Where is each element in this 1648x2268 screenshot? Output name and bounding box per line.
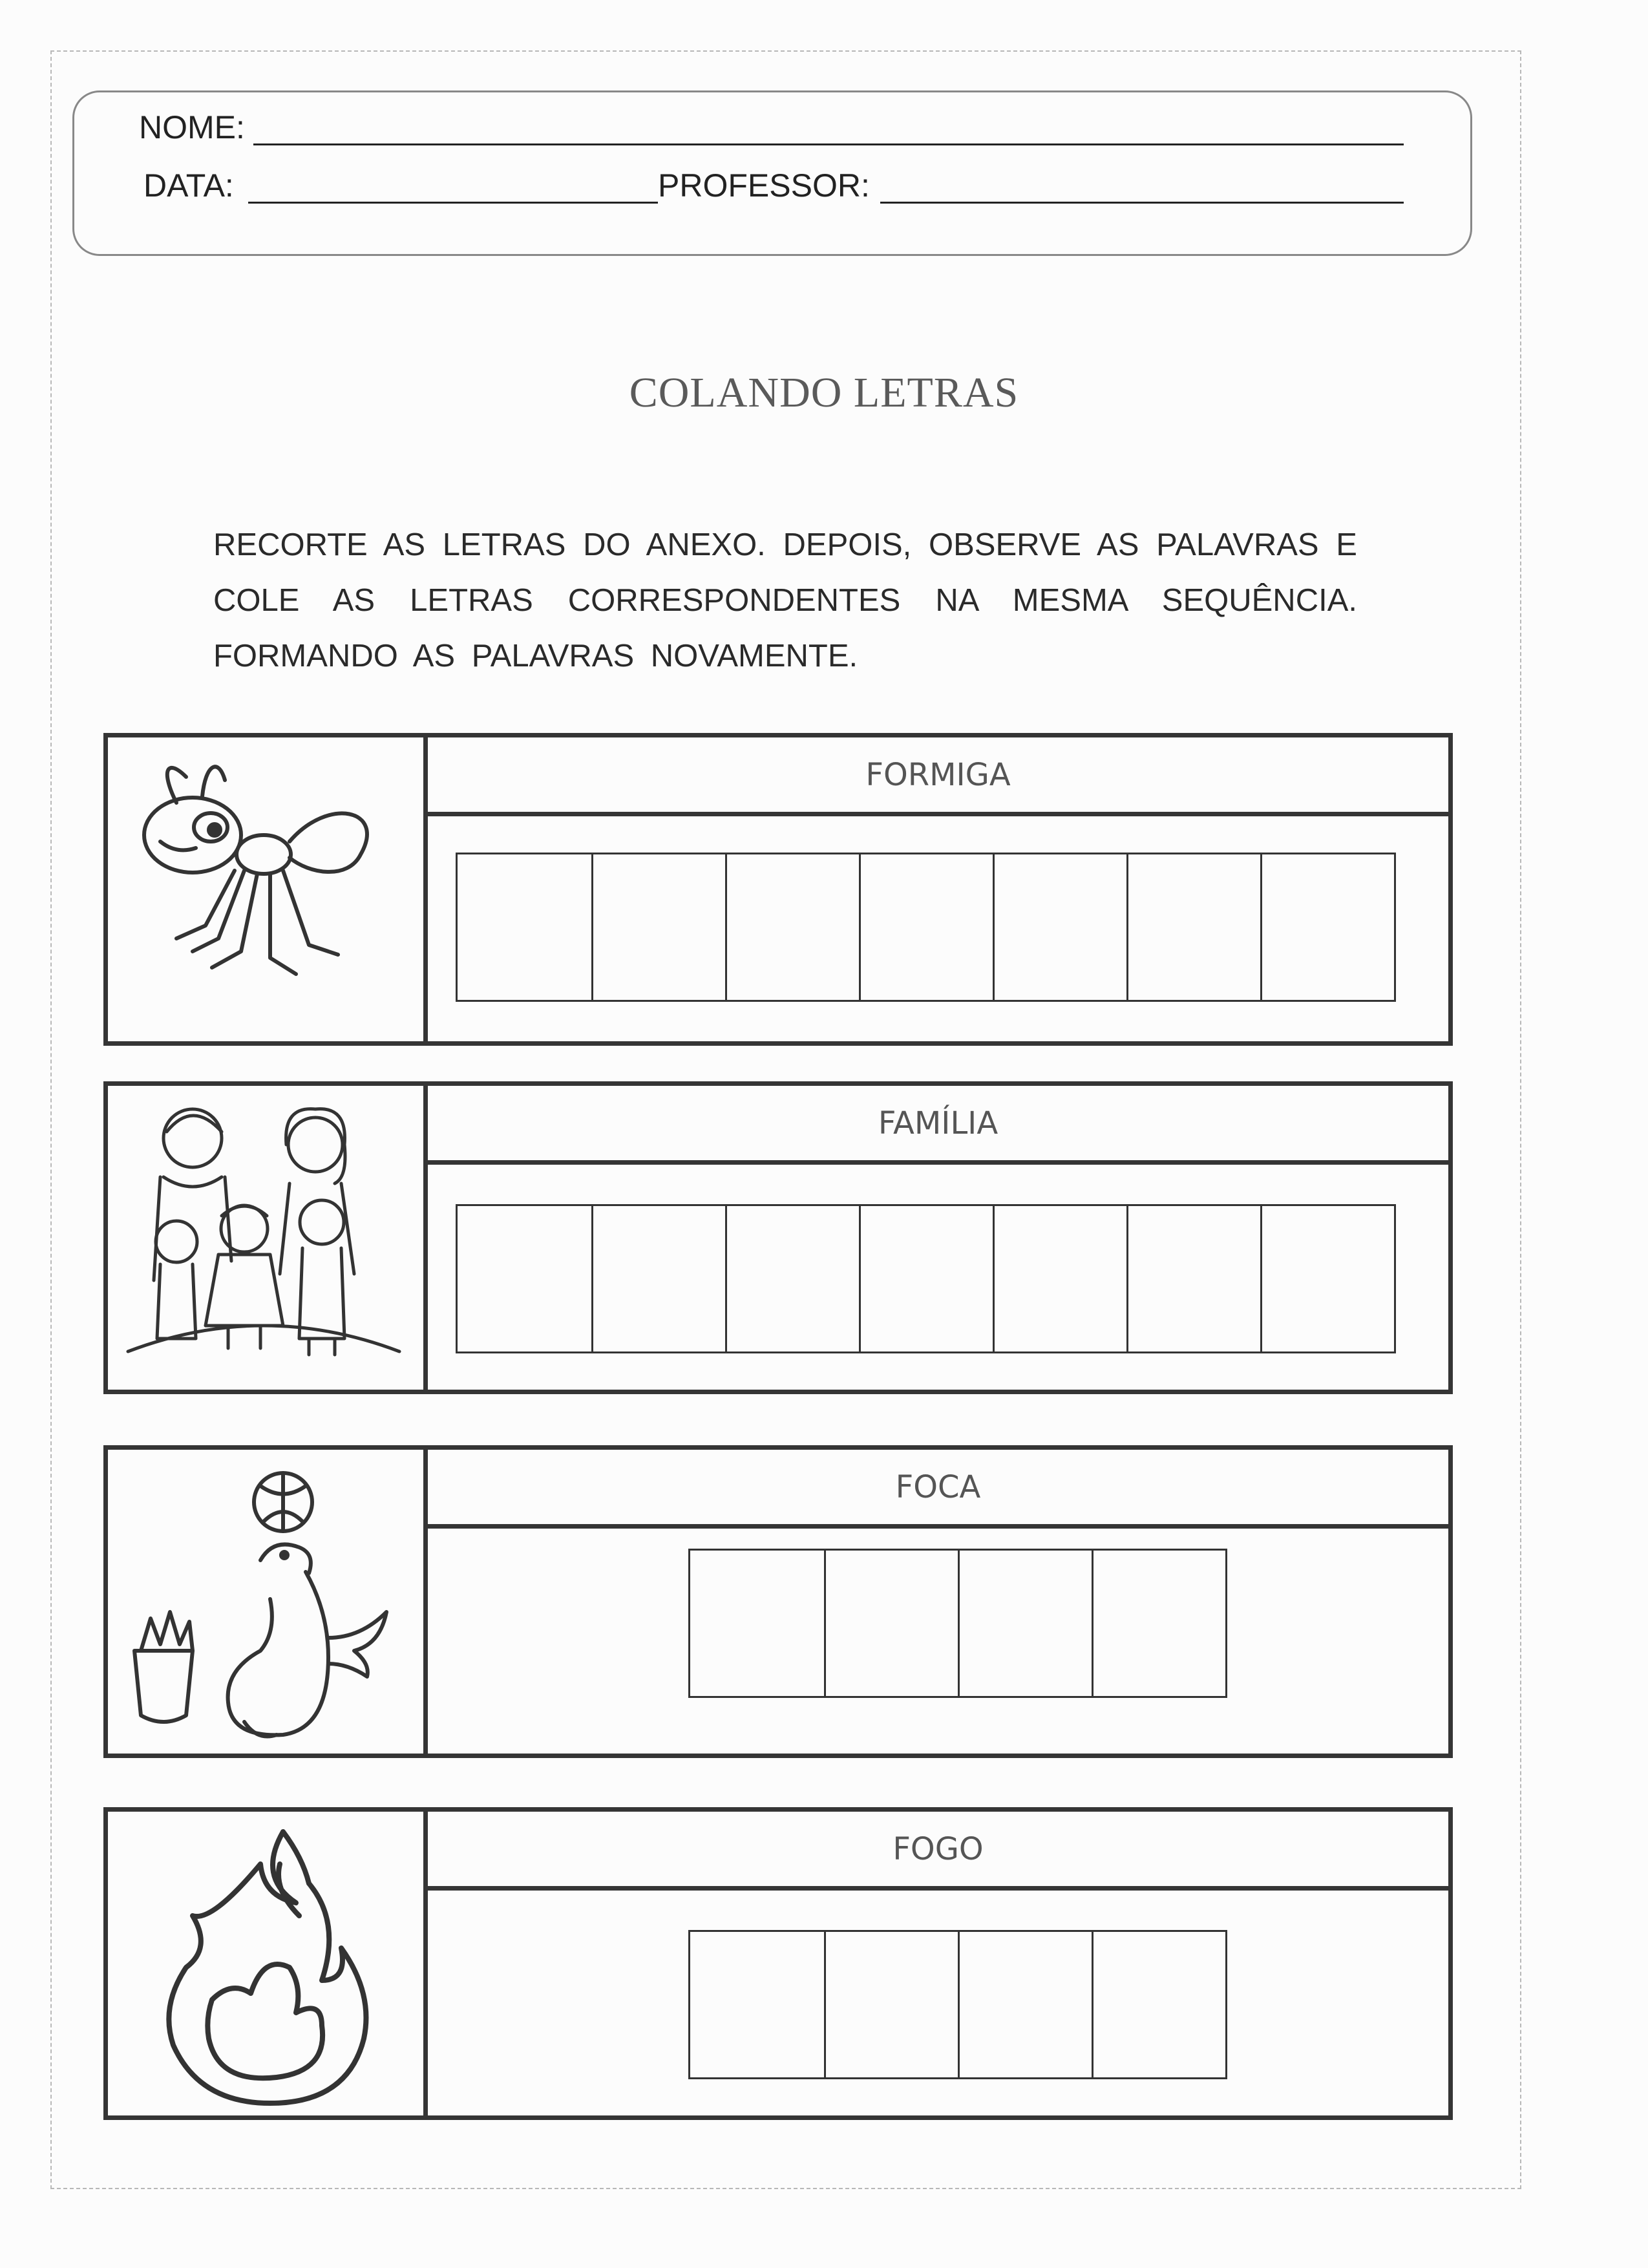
date-label: DATA: (143, 167, 234, 204)
letter-box[interactable] (591, 854, 725, 1000)
letter-box[interactable] (1260, 854, 1394, 1000)
fire-icon (115, 1819, 412, 2108)
word-row-formiga (103, 733, 1453, 1046)
letter-box[interactable] (824, 1932, 958, 2077)
name-label: NOME: (139, 109, 245, 145)
instructions-text: RECORTE AS LETRAS DO ANEXO. DEPOIS, OBSERVE AS PALAVRAS E COLE AS LETRAS CORRESPONDENTES NA MESMA SEQUÊNCIA. FORMANDO AS PALAVRAS NOVAMENTE. (213, 527, 1357, 673)
letter-box[interactable] (993, 1206, 1126, 1351)
word-row-familia (103, 1081, 1453, 1394)
teacher-line[interactable] (880, 202, 1404, 204)
word-label: FOGO (893, 1830, 984, 1867)
letter-box[interactable] (993, 854, 1126, 1000)
date-line[interactable] (248, 202, 658, 204)
letter-box[interactable] (725, 1206, 859, 1351)
letter-box[interactable] (458, 854, 591, 1000)
letter-box[interactable] (591, 1206, 725, 1351)
teacher-label: PROFESSOR: (658, 167, 870, 204)
letter-box[interactable] (1092, 1932, 1225, 2077)
word-row-fogo (103, 1807, 1453, 2120)
letter-boxes (456, 853, 1396, 1002)
word-label: FOCA (895, 1468, 981, 1505)
letter-box[interactable] (958, 1551, 1092, 1696)
letter-box[interactable] (1126, 854, 1260, 1000)
letter-box[interactable] (958, 1932, 1092, 2077)
letter-boxes (456, 1204, 1396, 1353)
word-row-foca (103, 1445, 1453, 1758)
name-line[interactable] (253, 143, 1404, 145)
ant-icon (115, 745, 412, 1034)
page-title: COLANDO LETRAS (629, 369, 1019, 416)
letter-box[interactable] (1092, 1551, 1225, 1696)
letter-box[interactable] (859, 1206, 993, 1351)
letter-box[interactable] (690, 1932, 824, 2077)
letter-boxes (688, 1549, 1227, 1698)
letter-box[interactable] (1126, 1206, 1260, 1351)
letter-box[interactable] (725, 854, 859, 1000)
letter-box[interactable] (690, 1551, 824, 1696)
family-icon (115, 1093, 412, 1383)
word-label: FORMIGA (865, 756, 1011, 793)
word-label: FAMÍLIA (878, 1105, 998, 1141)
seal-icon (115, 1457, 412, 1746)
letter-box[interactable] (824, 1551, 958, 1696)
letter-box[interactable] (1260, 1206, 1394, 1351)
letter-boxes (688, 1930, 1227, 2079)
letter-box[interactable] (859, 854, 993, 1000)
letter-box[interactable] (458, 1206, 591, 1351)
